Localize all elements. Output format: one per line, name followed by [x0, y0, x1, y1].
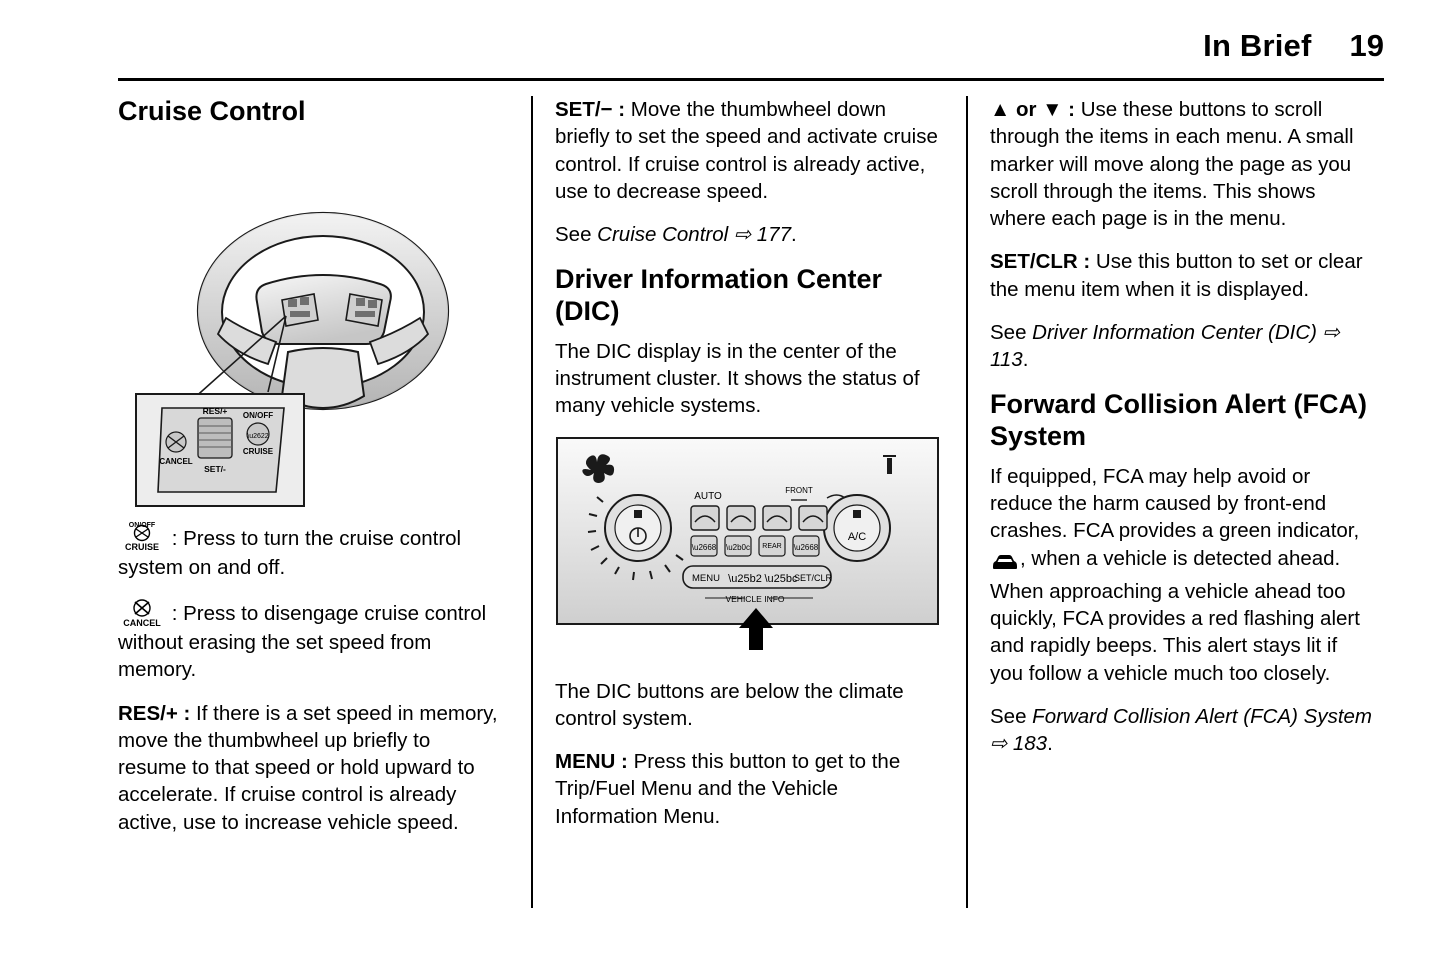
- cruise-cancel-text: : Press to disengage cruise control without erasing the set speed from memory.: [118, 602, 487, 682]
- svg-text:ON/OFF: ON/OFF: [128, 521, 156, 529]
- svg-text:CRUISE: CRUISE: [242, 446, 274, 456]
- see1-prefix: See: [990, 320, 1033, 344]
- see-suffix: .: [791, 223, 797, 246]
- fca-text-part2: , when a vehicle is detected ahead. When approaching a vehicle ahead too quickly, FCA provides a red flashing alert and rapidly beeps. This alert stays lit if you follow a vehicle much too closely.: [990, 546, 1360, 685]
- svg-text:MENU: MENU: [692, 572, 720, 584]
- svg-text:RES/+: RES/+: [202, 405, 228, 416]
- see2-page: 183: [1012, 732, 1048, 756]
- see2-prefix: See: [990, 704, 1033, 728]
- see-cruise-control-reference: [555, 221, 940, 248]
- svg-text:\u2668: \u2668: [691, 542, 717, 552]
- column-left: [118, 96, 503, 836]
- header-rule: [118, 78, 1384, 81]
- svg-text:VEHICLE INFO: VEHICLE INFO: [725, 593, 785, 604]
- setclr-label: SET/CLR :: [990, 250, 1096, 274]
- wheel-left-switch-pad: [282, 294, 318, 326]
- column-divider-1: [531, 96, 533, 908]
- set-text: Move the thumbwheel down briefly to set the speed and activate cruise control. If cruise control is already active, use to decrease speed.: [555, 98, 938, 203]
- arrow-buttons-label: ▲ or ▼ :: [990, 98, 1081, 121]
- fca-text-part1: If equipped, FCA may help avoid or reduce the harm caused by front-end crashes. FCA provides a green indicator,: [990, 464, 1360, 543]
- fca-description: [990, 463, 1375, 687]
- arrows-item: [990, 96, 1375, 232]
- climate-control-illustration: [555, 436, 940, 666]
- svg-text:ON/OFF: ON/OFF: [242, 410, 274, 420]
- svg-text:CANCEL: CANCEL: [159, 456, 193, 466]
- cruise-onoff-item: [118, 522, 503, 581]
- see-prefix: See: [555, 223, 598, 246]
- set-item: [555, 96, 940, 205]
- column-right: [990, 96, 1375, 757]
- set-label: SET/− :: [555, 98, 631, 121]
- page-number: 19: [1349, 28, 1384, 63]
- see-fca-reference: [990, 703, 1375, 758]
- steering-wheel-illustration: [118, 146, 503, 516]
- svg-text:SET/-: SET/-: [204, 463, 226, 474]
- cancel-icon: [118, 597, 166, 629]
- dic-caption: The DIC buttons are below the climate control system.: [555, 679, 904, 730]
- svg-text:A/C: A/C: [847, 530, 867, 543]
- dic-button-bar: [683, 566, 833, 588]
- see-dic-reference: [990, 319, 1375, 374]
- see2-target: Forward Collision Alert (FCA) System: [1032, 704, 1373, 728]
- cruise-switch-detail: [136, 394, 304, 506]
- temperature-dial-right: [824, 495, 890, 561]
- svg-text:CANCEL: CANCEL: [123, 618, 161, 629]
- svg-text:\u25bc: \u25bc: [764, 572, 798, 585]
- menu-item: [555, 748, 940, 830]
- svg-text:\u2622: \u2622: [247, 432, 269, 440]
- see2-suffix: .: [1047, 732, 1053, 756]
- see1-page: 113: [990, 348, 1023, 371]
- see2-arrow: ⇨: [990, 732, 1013, 756]
- res-label: RES/+ :: [118, 701, 197, 725]
- dic-intro: The DIC display is in the center of the instrument cluster. It shows the status of many vehicle systems.: [555, 339, 920, 418]
- page-title: In Brief: [1203, 28, 1312, 63]
- figure-steering-wheel: [118, 146, 503, 516]
- vehicle-ahead-indicator-icon: [990, 551, 1020, 578]
- svg-text:\u2b0c: \u2b0c: [725, 542, 751, 552]
- column-divider-2: [966, 96, 968, 908]
- figure-climate-control: [555, 436, 940, 666]
- section-heading-dic: Driver Information Center (DIC): [555, 264, 883, 327]
- page-header: [118, 28, 1384, 64]
- setclr-item: [990, 248, 1375, 303]
- see1-target: Driver Information Center (DIC): [1032, 320, 1317, 344]
- menu-text: Press this button to get to the Trip/Fuel Menu and the Vehicle Information Menu.: [555, 750, 901, 828]
- see1-suffix: .: [1022, 348, 1029, 371]
- arrow-buttons-text: Use these buttons to scroll through the items in each menu. A small marker will move along the page as you scroll through the items. This shows where each page is in the menu.: [990, 98, 1354, 230]
- wheel-right-switch-pad: [346, 294, 382, 326]
- see-arrow: ⇨: [728, 223, 757, 246]
- section-heading-fca: Forward Collision Alert (FCA) System: [990, 389, 1367, 452]
- see1-arrow: ⇨: [1316, 320, 1340, 344]
- svg-text:FRONT: FRONT: [785, 485, 813, 495]
- menu-label: MENU :: [555, 750, 634, 774]
- svg-text:REAR: REAR: [762, 542, 782, 550]
- svg-text:AUTO: AUTO: [694, 490, 722, 502]
- section-heading-cruise-control: Cruise Control: [118, 96, 306, 126]
- cruise-onoff-text: : Press to turn the cruise control system on and off.: [118, 526, 462, 579]
- svg-text:SET/CLR: SET/CLR: [793, 572, 833, 583]
- cruise-res-item: [118, 700, 503, 836]
- cruise-cancel-item: [118, 597, 503, 684]
- svg-text:\u2668: \u2668: [793, 542, 819, 552]
- svg-text:\u25b2: \u25b2: [728, 572, 762, 585]
- setclr-text: Use this button to set or clear the menu item when it is displayed.: [990, 250, 1363, 301]
- cruise-on-off-icon: [118, 522, 166, 554]
- see-page: 177: [756, 223, 791, 246]
- res-text: If there is a set speed in memory, move the thumbwheel up briefly to resume to that speed or hold upward to accelerate. If cruise control is already active, use to increase vehicle speed.: [118, 701, 498, 834]
- see-target: Cruise Control: [597, 223, 729, 246]
- column-middle: [555, 96, 940, 830]
- svg-text:CRUISE: CRUISE: [124, 541, 160, 552]
